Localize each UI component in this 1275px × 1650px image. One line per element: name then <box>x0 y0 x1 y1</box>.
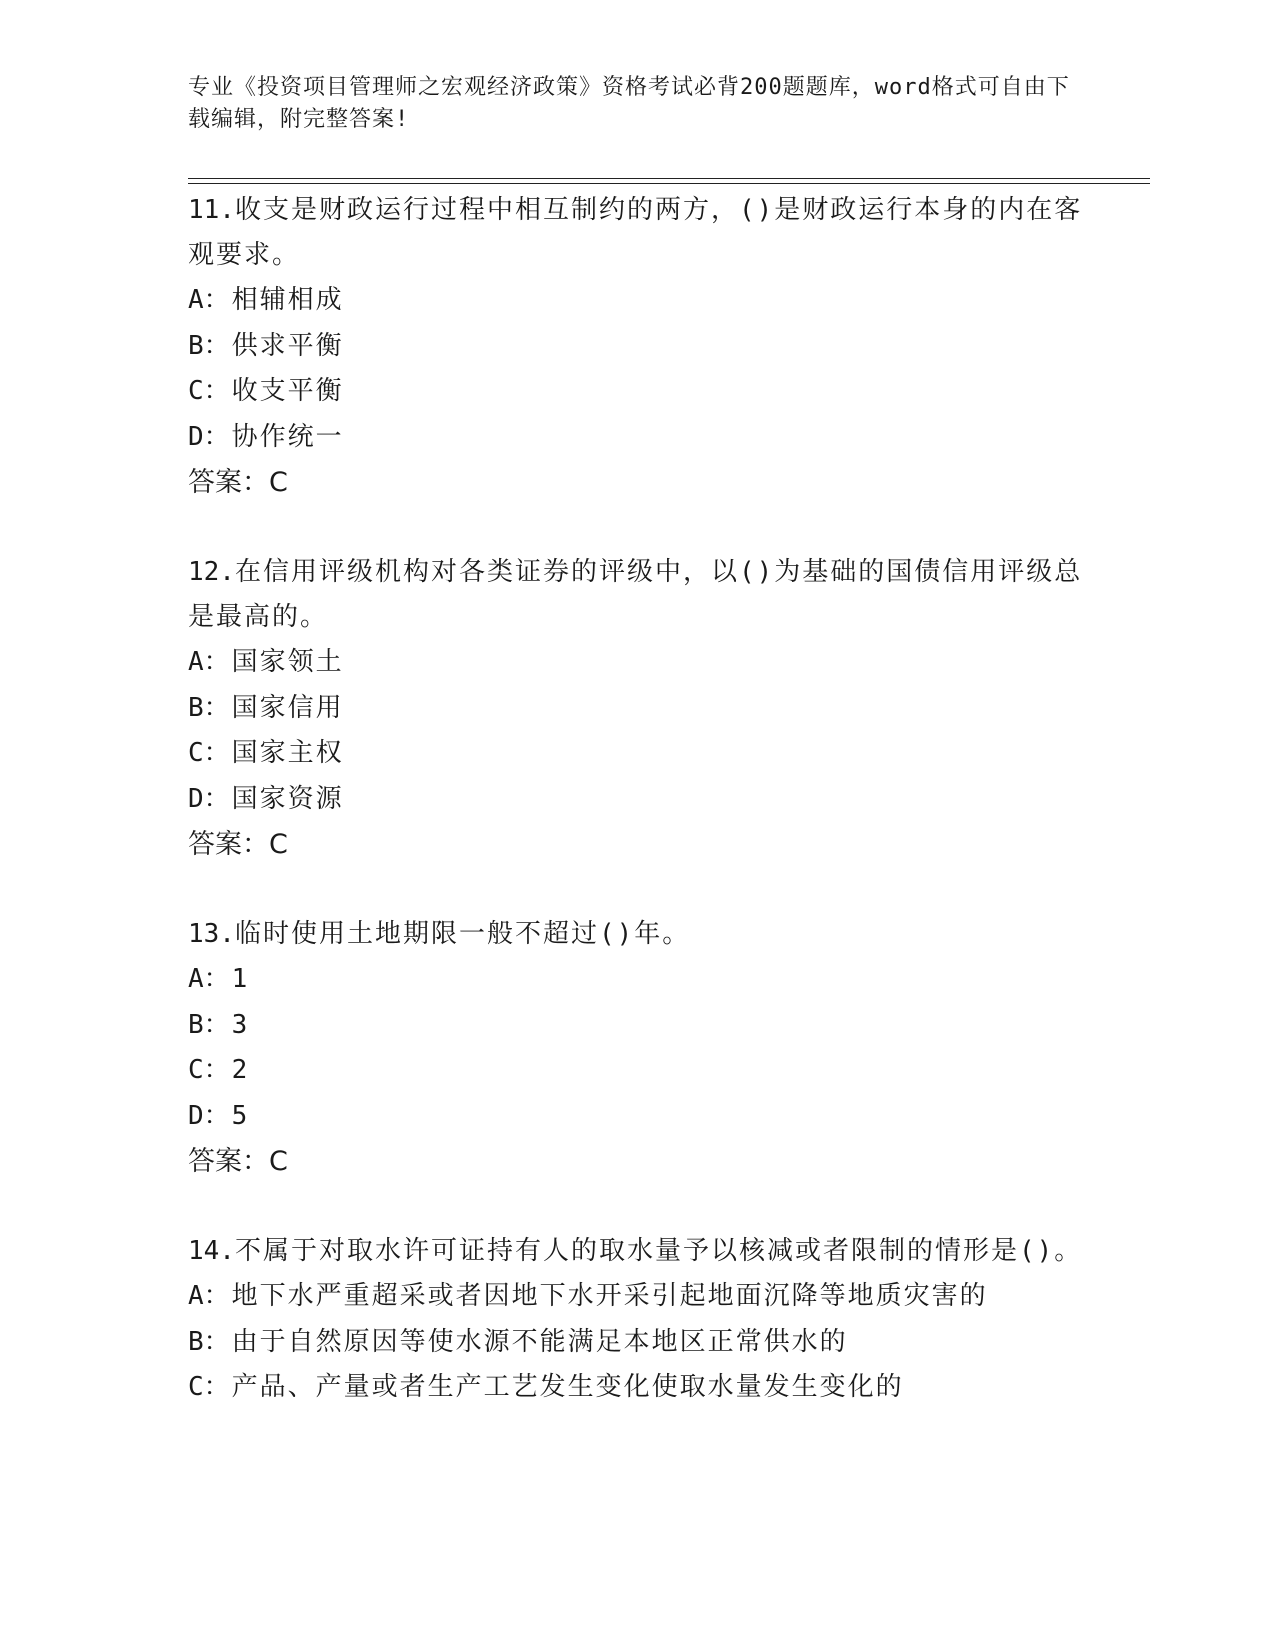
question-12 <box>188 550 1088 868</box>
question-stem: 不属于对取水许可证持有人的取水量予以核减或者限制的情形是()。 <box>234 1236 1083 1266</box>
option-separator: ： <box>203 330 232 361</box>
option-key: C <box>188 1372 204 1402</box>
option-separator: ： <box>203 647 232 677</box>
option-key: C <box>188 1055 204 1085</box>
option-c <box>188 369 1088 415</box>
question-list <box>188 188 1088 1455</box>
answer-line <box>188 1139 1088 1185</box>
option-separator: ： <box>203 1326 232 1357</box>
option-key: A <box>188 1281 204 1311</box>
option-text: 地下水严重超采或者因地下水开采引起地面沉降等地质灾害的 <box>231 1281 988 1311</box>
option-d <box>188 415 1088 461</box>
option-key: C <box>188 376 204 406</box>
option-text: 国家信用 <box>231 692 344 723</box>
option-b <box>188 686 1088 732</box>
option-key: B <box>188 692 204 723</box>
option-d <box>188 1094 1088 1140</box>
answer-value: C <box>269 829 288 860</box>
option-separator: ： <box>203 421 232 452</box>
answer-label: 答案： <box>188 1146 269 1177</box>
answer-value: C <box>269 467 288 498</box>
question-number: 11. <box>188 195 235 225</box>
option-separator: ： <box>203 738 232 768</box>
option-separator: ： <box>203 1100 232 1131</box>
option-c <box>188 1048 1088 1094</box>
option-text: 国家主权 <box>231 738 344 768</box>
question-13 <box>188 912 1088 1185</box>
option-text: 国家领土 <box>231 647 344 677</box>
option-separator: ： <box>203 1055 232 1085</box>
question-text <box>188 188 1088 278</box>
option-separator: ： <box>203 376 232 406</box>
document-header: 专业《投资项目管理师之宏观经济政策》资格考试必背200题题库，word格式可自由下载编辑，附完整答案! <box>188 75 1070 132</box>
header-rule-top <box>188 178 1150 179</box>
option-separator: ： <box>203 285 232 315</box>
option-c <box>188 731 1088 777</box>
answer-line <box>188 822 1088 868</box>
option-key: A <box>188 964 204 994</box>
option-c <box>188 1365 1088 1411</box>
option-separator: ： <box>203 964 232 994</box>
question-text <box>188 1229 1088 1274</box>
question-11 <box>188 188 1088 506</box>
answer-label: 答案： <box>188 467 269 498</box>
answer-line <box>188 460 1088 506</box>
option-text: 2 <box>231 1055 250 1085</box>
question-text <box>188 550 1088 640</box>
option-key: A <box>188 285 204 315</box>
option-text: 相辅相成 <box>231 285 344 315</box>
option-text: 协作统一 <box>231 421 344 452</box>
option-a <box>188 957 1088 1003</box>
option-text: 5 <box>231 1100 250 1131</box>
option-key: A <box>188 647 204 677</box>
option-text: 国家资源 <box>231 783 344 814</box>
question-number: 13. <box>188 919 235 949</box>
option-separator: ： <box>203 1372 232 1402</box>
answer-value: C <box>269 1146 288 1177</box>
option-text: 供求平衡 <box>231 330 344 361</box>
option-b <box>188 1003 1088 1049</box>
option-key: B <box>188 1326 204 1357</box>
question-stem: 在信用评级机构对各类证券的评级中，以()为基础的国债信用评级总是最高的。 <box>188 557 1083 632</box>
option-d <box>188 777 1088 823</box>
question-stem: 临时使用土地期限一般不超过()年。 <box>234 919 691 949</box>
option-text: 3 <box>231 1009 250 1040</box>
option-text: 由于自然原因等使水源不能满足本地区正常供水的 <box>231 1326 848 1357</box>
option-a <box>188 1274 1088 1320</box>
option-text: 收支平衡 <box>231 376 344 406</box>
option-key: B <box>188 1009 204 1040</box>
question-14 <box>188 1229 1088 1411</box>
option-key: C <box>188 738 204 768</box>
option-separator: ： <box>203 1281 232 1311</box>
question-number: 12. <box>188 557 235 587</box>
option-a <box>188 640 1088 686</box>
option-b <box>188 324 1088 370</box>
option-text: 1 <box>231 964 250 994</box>
option-key: B <box>188 330 204 361</box>
option-separator: ： <box>203 783 232 814</box>
option-text: 产品、产量或者生产工艺发生变化使取水量发生变化的 <box>231 1372 904 1402</box>
question-text <box>188 912 1088 957</box>
answer-label: 答案： <box>188 829 269 860</box>
option-separator: ： <box>203 692 232 723</box>
option-separator: ： <box>203 1009 232 1040</box>
header-rule-bottom <box>188 183 1150 184</box>
option-a <box>188 278 1088 324</box>
option-key: D <box>188 421 204 452</box>
question-number: 14. <box>188 1236 235 1266</box>
option-key: D <box>188 1100 204 1131</box>
option-b <box>188 1320 1088 1366</box>
option-key: D <box>188 783 204 814</box>
question-stem: 收支是财政运行过程中相互制约的两方，()是财政运行本身的内在客观要求。 <box>188 195 1083 270</box>
